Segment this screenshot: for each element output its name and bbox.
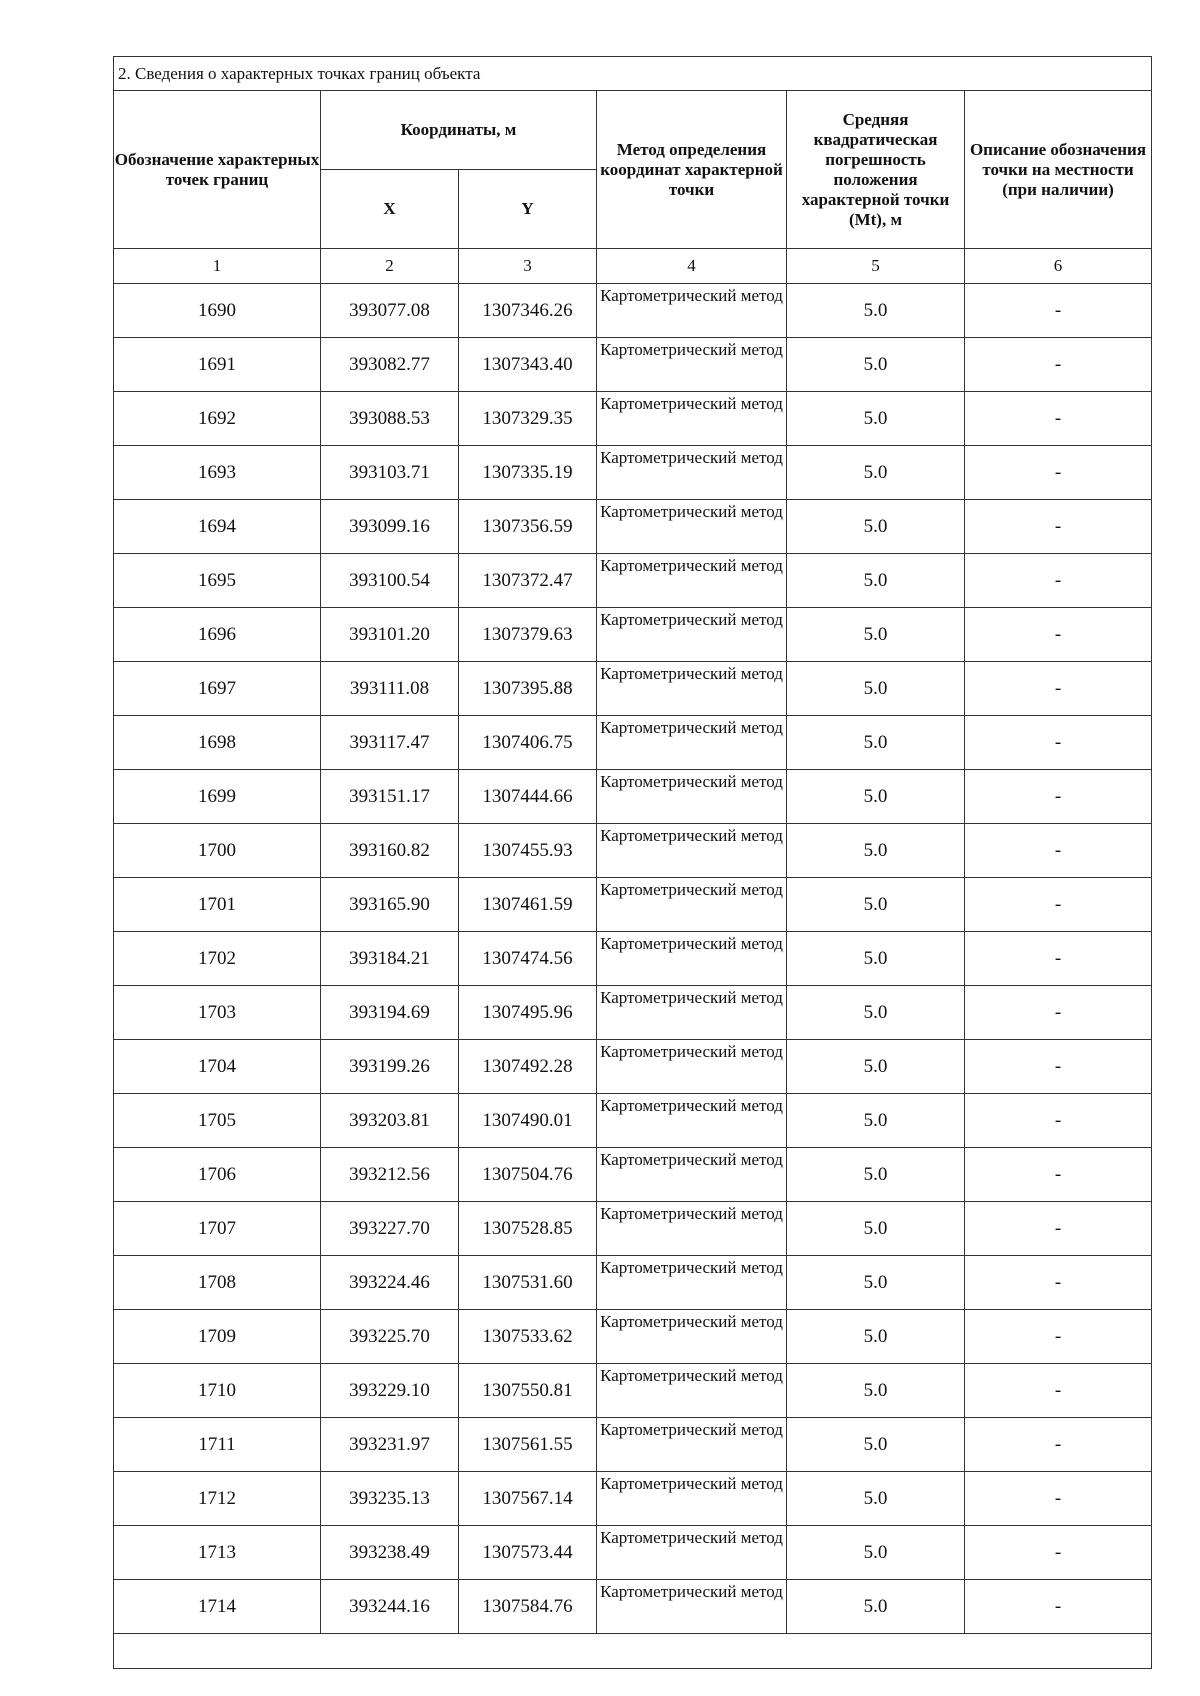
cell-point: 1696 — [114, 608, 321, 662]
cell-x: 393225.70 — [321, 1310, 459, 1364]
cell-error: 5.0 — [787, 1040, 965, 1094]
cell-description: - — [965, 716, 1152, 770]
cell-point: 1707 — [114, 1202, 321, 1256]
column-number: 4 — [597, 249, 787, 284]
cell-method: Картометрический метод — [597, 608, 787, 662]
cell-error: 5.0 — [787, 662, 965, 716]
cell-error: 5.0 — [787, 770, 965, 824]
cell-description: - — [965, 1040, 1152, 1094]
cell-description: - — [965, 1418, 1152, 1472]
cell-method: Картометрический метод — [597, 1310, 787, 1364]
cell-error: 5.0 — [787, 986, 965, 1040]
cell-y: 1307406.75 — [459, 716, 597, 770]
cell-description: - — [965, 500, 1152, 554]
cell-error: 5.0 — [787, 446, 965, 500]
cell-description: - — [965, 338, 1152, 392]
cell-x: 393100.54 — [321, 554, 459, 608]
table-row — [114, 1364, 1152, 1418]
cell-error: 5.0 — [787, 824, 965, 878]
table-row — [114, 716, 1152, 770]
cell-error: 5.0 — [787, 1418, 965, 1472]
cell-point: 1711 — [114, 1418, 321, 1472]
cell-point: 1709 — [114, 1310, 321, 1364]
cell-point: 1714 — [114, 1580, 321, 1634]
cell-method: Картометрический метод — [597, 1040, 787, 1094]
cell-y: 1307474.56 — [459, 932, 597, 986]
table-row — [114, 1094, 1152, 1148]
cell-x: 393238.49 — [321, 1526, 459, 1580]
cell-point: 1705 — [114, 1094, 321, 1148]
cell-error: 5.0 — [787, 1364, 965, 1418]
cell-description: - — [965, 824, 1152, 878]
cell-x: 393117.47 — [321, 716, 459, 770]
cell-y: 1307561.55 — [459, 1418, 597, 1472]
column-number: 3 — [459, 249, 597, 284]
column-numbers-row — [114, 249, 1152, 284]
cell-error: 5.0 — [787, 1148, 965, 1202]
cell-y: 1307528.85 — [459, 1202, 597, 1256]
cell-method: Картометрический метод — [597, 824, 787, 878]
table-row — [114, 338, 1152, 392]
cell-description: - — [965, 932, 1152, 986]
cell-y: 1307584.76 — [459, 1580, 597, 1634]
cell-point: 1693 — [114, 446, 321, 500]
header-description: Описание обозначения точки на местности (при наличии) — [965, 91, 1152, 249]
cell-point: 1704 — [114, 1040, 321, 1094]
table-row — [114, 1040, 1152, 1094]
cell-description: - — [965, 1526, 1152, 1580]
cell-description: - — [965, 1364, 1152, 1418]
cell-error: 5.0 — [787, 932, 965, 986]
header-y: Y — [459, 170, 597, 249]
cell-y: 1307335.19 — [459, 446, 597, 500]
cell-description: - — [965, 284, 1152, 338]
cell-point: 1712 — [114, 1472, 321, 1526]
cell-method: Картометрический метод — [597, 1580, 787, 1634]
table-row — [114, 878, 1152, 932]
cell-method: Картометрический метод — [597, 878, 787, 932]
cell-point: 1702 — [114, 932, 321, 986]
cell-point: 1701 — [114, 878, 321, 932]
cell-x: 393231.97 — [321, 1418, 459, 1472]
cell-x: 393184.21 — [321, 932, 459, 986]
cell-x: 393224.46 — [321, 1256, 459, 1310]
cell-description: - — [965, 392, 1152, 446]
table-row — [114, 770, 1152, 824]
table-row — [114, 1418, 1152, 1472]
cell-x: 393244.16 — [321, 1580, 459, 1634]
table-row — [114, 1310, 1152, 1364]
cell-x: 393099.16 — [321, 500, 459, 554]
boundary-points-table — [113, 56, 1152, 1669]
cell-method: Картометрический метод — [597, 284, 787, 338]
table-row — [114, 608, 1152, 662]
cell-x: 393088.53 — [321, 392, 459, 446]
cell-method: Картометрический метод — [597, 1472, 787, 1526]
cell-point: 1699 — [114, 770, 321, 824]
cell-x: 393199.26 — [321, 1040, 459, 1094]
cell-y: 1307492.28 — [459, 1040, 597, 1094]
cell-error: 5.0 — [787, 500, 965, 554]
cell-y: 1307490.01 — [459, 1094, 597, 1148]
cell-description: - — [965, 1148, 1152, 1202]
table-row — [114, 554, 1152, 608]
cell-error: 5.0 — [787, 284, 965, 338]
cell-error: 5.0 — [787, 1094, 965, 1148]
cell-error: 5.0 — [787, 1256, 965, 1310]
table-row — [114, 1472, 1152, 1526]
cell-description: - — [965, 608, 1152, 662]
cell-y: 1307504.76 — [459, 1148, 597, 1202]
cell-point: 1703 — [114, 986, 321, 1040]
column-number: 6 — [965, 249, 1152, 284]
cell-method: Картометрический метод — [597, 716, 787, 770]
cell-method: Картометрический метод — [597, 770, 787, 824]
cell-method: Картометрический метод — [597, 1094, 787, 1148]
cell-error: 5.0 — [787, 1526, 965, 1580]
cell-method: Картометрический метод — [597, 500, 787, 554]
cell-error: 5.0 — [787, 554, 965, 608]
cell-y: 1307531.60 — [459, 1256, 597, 1310]
cell-point: 1695 — [114, 554, 321, 608]
cell-point: 1706 — [114, 1148, 321, 1202]
cell-method: Картометрический метод — [597, 392, 787, 446]
header-error: Средняя квадратическая погрешность положения характерной точки (Mt), м — [787, 91, 965, 249]
table-row — [114, 1256, 1152, 1310]
cell-description: - — [965, 662, 1152, 716]
table-row — [114, 1580, 1152, 1634]
cell-error: 5.0 — [787, 608, 965, 662]
table-row — [114, 1202, 1152, 1256]
cell-error: 5.0 — [787, 1472, 965, 1526]
cell-x: 393111.08 — [321, 662, 459, 716]
column-number: 2 — [321, 249, 459, 284]
cell-description: - — [965, 554, 1152, 608]
cell-description: - — [965, 1310, 1152, 1364]
cell-y: 1307372.47 — [459, 554, 597, 608]
cell-y: 1307533.62 — [459, 1310, 597, 1364]
column-number: 5 — [787, 249, 965, 284]
cell-point: 1708 — [114, 1256, 321, 1310]
section-title: 2. Сведения о характерных точках границ объекта — [114, 57, 1152, 91]
cell-method: Картометрический метод — [597, 1202, 787, 1256]
cell-description: - — [965, 1580, 1152, 1634]
cell-x: 393101.20 — [321, 608, 459, 662]
cell-description: - — [965, 1256, 1152, 1310]
cell-x: 393229.10 — [321, 1364, 459, 1418]
table-row — [114, 1526, 1152, 1580]
cell-y: 1307329.35 — [459, 392, 597, 446]
table-row — [114, 662, 1152, 716]
table-footer-row — [114, 1634, 1152, 1669]
header-coords: Координаты, м — [321, 91, 597, 170]
cell-error: 5.0 — [787, 392, 965, 446]
header-x: X — [321, 170, 459, 249]
cell-y: 1307343.40 — [459, 338, 597, 392]
table-body — [114, 284, 1152, 1634]
header-method: Метод определения координат характерной точки — [597, 91, 787, 249]
cell-error: 5.0 — [787, 1580, 965, 1634]
table-row — [114, 1148, 1152, 1202]
cell-point: 1697 — [114, 662, 321, 716]
cell-description: - — [965, 1472, 1152, 1526]
cell-x: 393077.08 — [321, 284, 459, 338]
cell-error: 5.0 — [787, 1202, 965, 1256]
table-row — [114, 446, 1152, 500]
cell-point: 1692 — [114, 392, 321, 446]
cell-y: 1307379.63 — [459, 608, 597, 662]
cell-y: 1307495.96 — [459, 986, 597, 1040]
cell-method: Картометрический метод — [597, 932, 787, 986]
cell-error: 5.0 — [787, 338, 965, 392]
cell-method: Картометрический метод — [597, 662, 787, 716]
cell-method: Картометрический метод — [597, 986, 787, 1040]
cell-y: 1307395.88 — [459, 662, 597, 716]
cell-description: - — [965, 446, 1152, 500]
empty-footer-cell — [114, 1634, 1152, 1669]
cell-x: 393203.81 — [321, 1094, 459, 1148]
cell-description: - — [965, 878, 1152, 932]
cell-description: - — [965, 770, 1152, 824]
cell-y: 1307346.26 — [459, 284, 597, 338]
cell-point: 1690 — [114, 284, 321, 338]
cell-y: 1307455.93 — [459, 824, 597, 878]
cell-method: Картометрический метод — [597, 1256, 787, 1310]
cell-method: Картометрический метод — [597, 1418, 787, 1472]
cell-y: 1307356.59 — [459, 500, 597, 554]
cell-y: 1307567.14 — [459, 1472, 597, 1526]
cell-method: Картометрический метод — [597, 1148, 787, 1202]
cell-point: 1713 — [114, 1526, 321, 1580]
cell-error: 5.0 — [787, 878, 965, 932]
table-row — [114, 284, 1152, 338]
cell-x: 393235.13 — [321, 1472, 459, 1526]
cell-point: 1698 — [114, 716, 321, 770]
table-row — [114, 500, 1152, 554]
cell-y: 1307461.59 — [459, 878, 597, 932]
cell-method: Картометрический метод — [597, 338, 787, 392]
cell-point: 1710 — [114, 1364, 321, 1418]
cell-error: 5.0 — [787, 716, 965, 770]
cell-y: 1307444.66 — [459, 770, 597, 824]
cell-y: 1307550.81 — [459, 1364, 597, 1418]
header-point: Обозначение характерных точек границ — [114, 91, 321, 249]
cell-error: 5.0 — [787, 1310, 965, 1364]
cell-point: 1691 — [114, 338, 321, 392]
cell-description: - — [965, 986, 1152, 1040]
cell-description: - — [965, 1094, 1152, 1148]
cell-x: 393194.69 — [321, 986, 459, 1040]
cell-x: 393165.90 — [321, 878, 459, 932]
cell-x: 393082.77 — [321, 338, 459, 392]
cell-x: 393103.71 — [321, 446, 459, 500]
table-row — [114, 986, 1152, 1040]
cell-method: Картометрический метод — [597, 1364, 787, 1418]
cell-method: Картометрический метод — [597, 446, 787, 500]
column-number: 1 — [114, 249, 321, 284]
cell-x: 393212.56 — [321, 1148, 459, 1202]
cell-point: 1700 — [114, 824, 321, 878]
cell-x: 393227.70 — [321, 1202, 459, 1256]
table-row — [114, 824, 1152, 878]
cell-point: 1694 — [114, 500, 321, 554]
cell-x: 393160.82 — [321, 824, 459, 878]
cell-method: Картометрический метод — [597, 554, 787, 608]
table-row — [114, 392, 1152, 446]
cell-description: - — [965, 1202, 1152, 1256]
cell-method: Картометрический метод — [597, 1526, 787, 1580]
cell-y: 1307573.44 — [459, 1526, 597, 1580]
table-row — [114, 932, 1152, 986]
cell-x: 393151.17 — [321, 770, 459, 824]
